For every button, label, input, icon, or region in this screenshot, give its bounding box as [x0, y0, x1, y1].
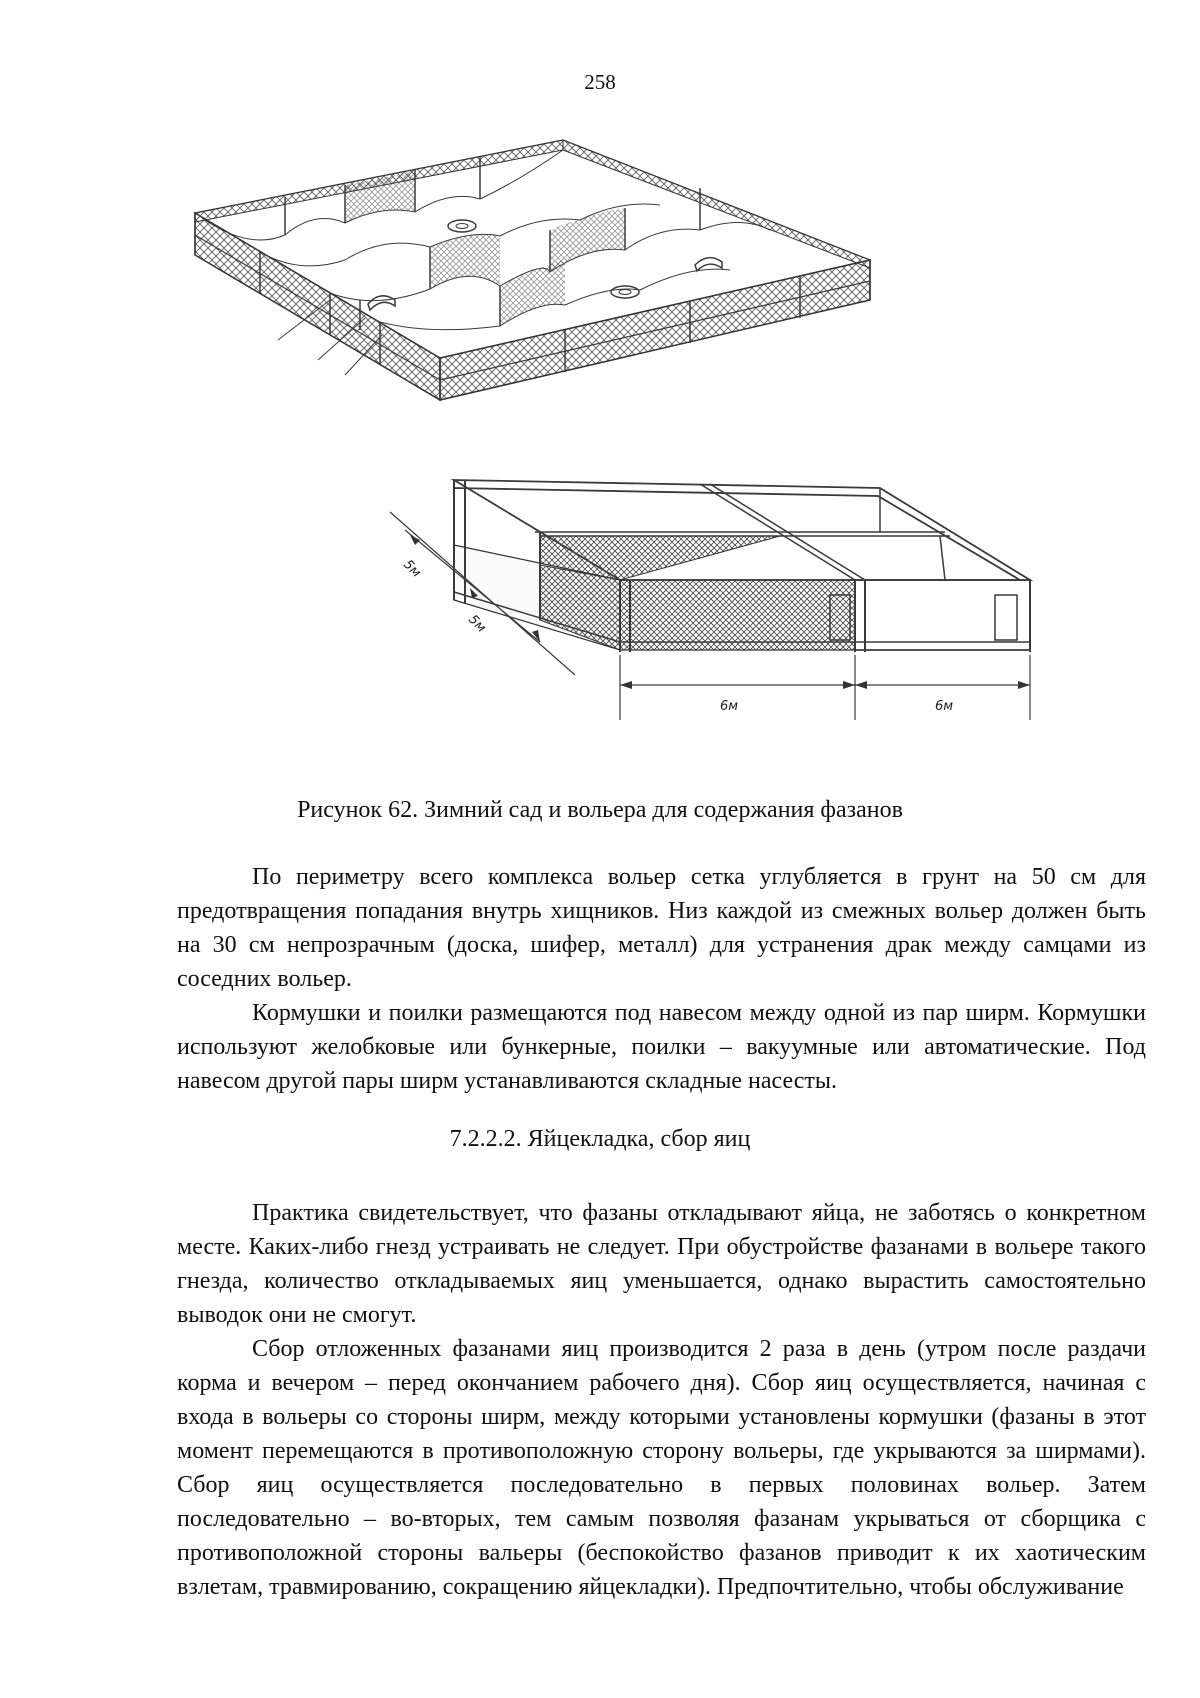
text-block-1	[177, 860, 1146, 1098]
dim-label-width-2: 6м	[935, 699, 954, 714]
dim-label-depth-1: 5м	[400, 557, 424, 581]
page-number: 258	[584, 70, 616, 94]
paragraph: Кормушки и поилки размещаются под навесом между одной из пар ширм. Кормушки используют желобковые или бункерные, поилки – вакуумные или автоматические. Под навесом другой пары ширм устанавливаются складные насесты.	[177, 1000, 1146, 1094]
figure-caption: Рисунок 62. Зимний сад и вольера для содержания фазанов	[297, 797, 903, 823]
section-title: 7.2.2.2. Яйцекладка, сбор яиц	[449, 1126, 751, 1152]
paragraph: Практика свидетельствует, что фазаны откладывают яйца, не заботясь о конкретном месте. Каких-либо гнезд устраивать не следует. При обустройстве фазанами в вольере такого гнезда, количество откладываемых яиц уменьшается, однако вырастить самостоятельно выводок они не смогут.	[177, 1200, 1146, 1328]
dim-label-depth-2: 5м	[465, 612, 489, 636]
dim-label-width-1: 6м	[720, 699, 739, 714]
winter-garden-sketch	[0, 0, 1200, 430]
aviary-frame-sketch	[0, 470, 1200, 800]
paragraph: По периметру всего комплекса вольер сетка углубляется в грунт на 50 см для предотвращения попадания внутрь хищников. Низ каждой из смежных вольер должен быть на 30 см непрозрачным (доска, шифер, металл) для устранения драк между самцами из соседних вольер.	[177, 864, 1146, 992]
text-block-2	[177, 1196, 1146, 1604]
paragraph: Сбор отложенных фазанами яиц производится 2 раза в день (утром после раздачи корма и вечером – перед окончанием рабочего дня). Сбор яиц осуществляется, начиная с входа в вольеры со стороны ширм, между которыми установлены кормушки (фазаны в этот момент перемещаются в противоположную сторону вольеры, где укрываются за ширмами). Сбор яиц осуществляется последовательно в первых половинах вольер. Затем последовательно – во-вторых, тем самым позволяя фазанам укрываться от сборщика с противоположной стороны вальеры (беспокойство фазанов приводит к их хаотическим взлетам, травмированию, сокращению яйцекладки). Предпочтительно, чтобы обслуживание	[177, 1336, 1146, 1600]
